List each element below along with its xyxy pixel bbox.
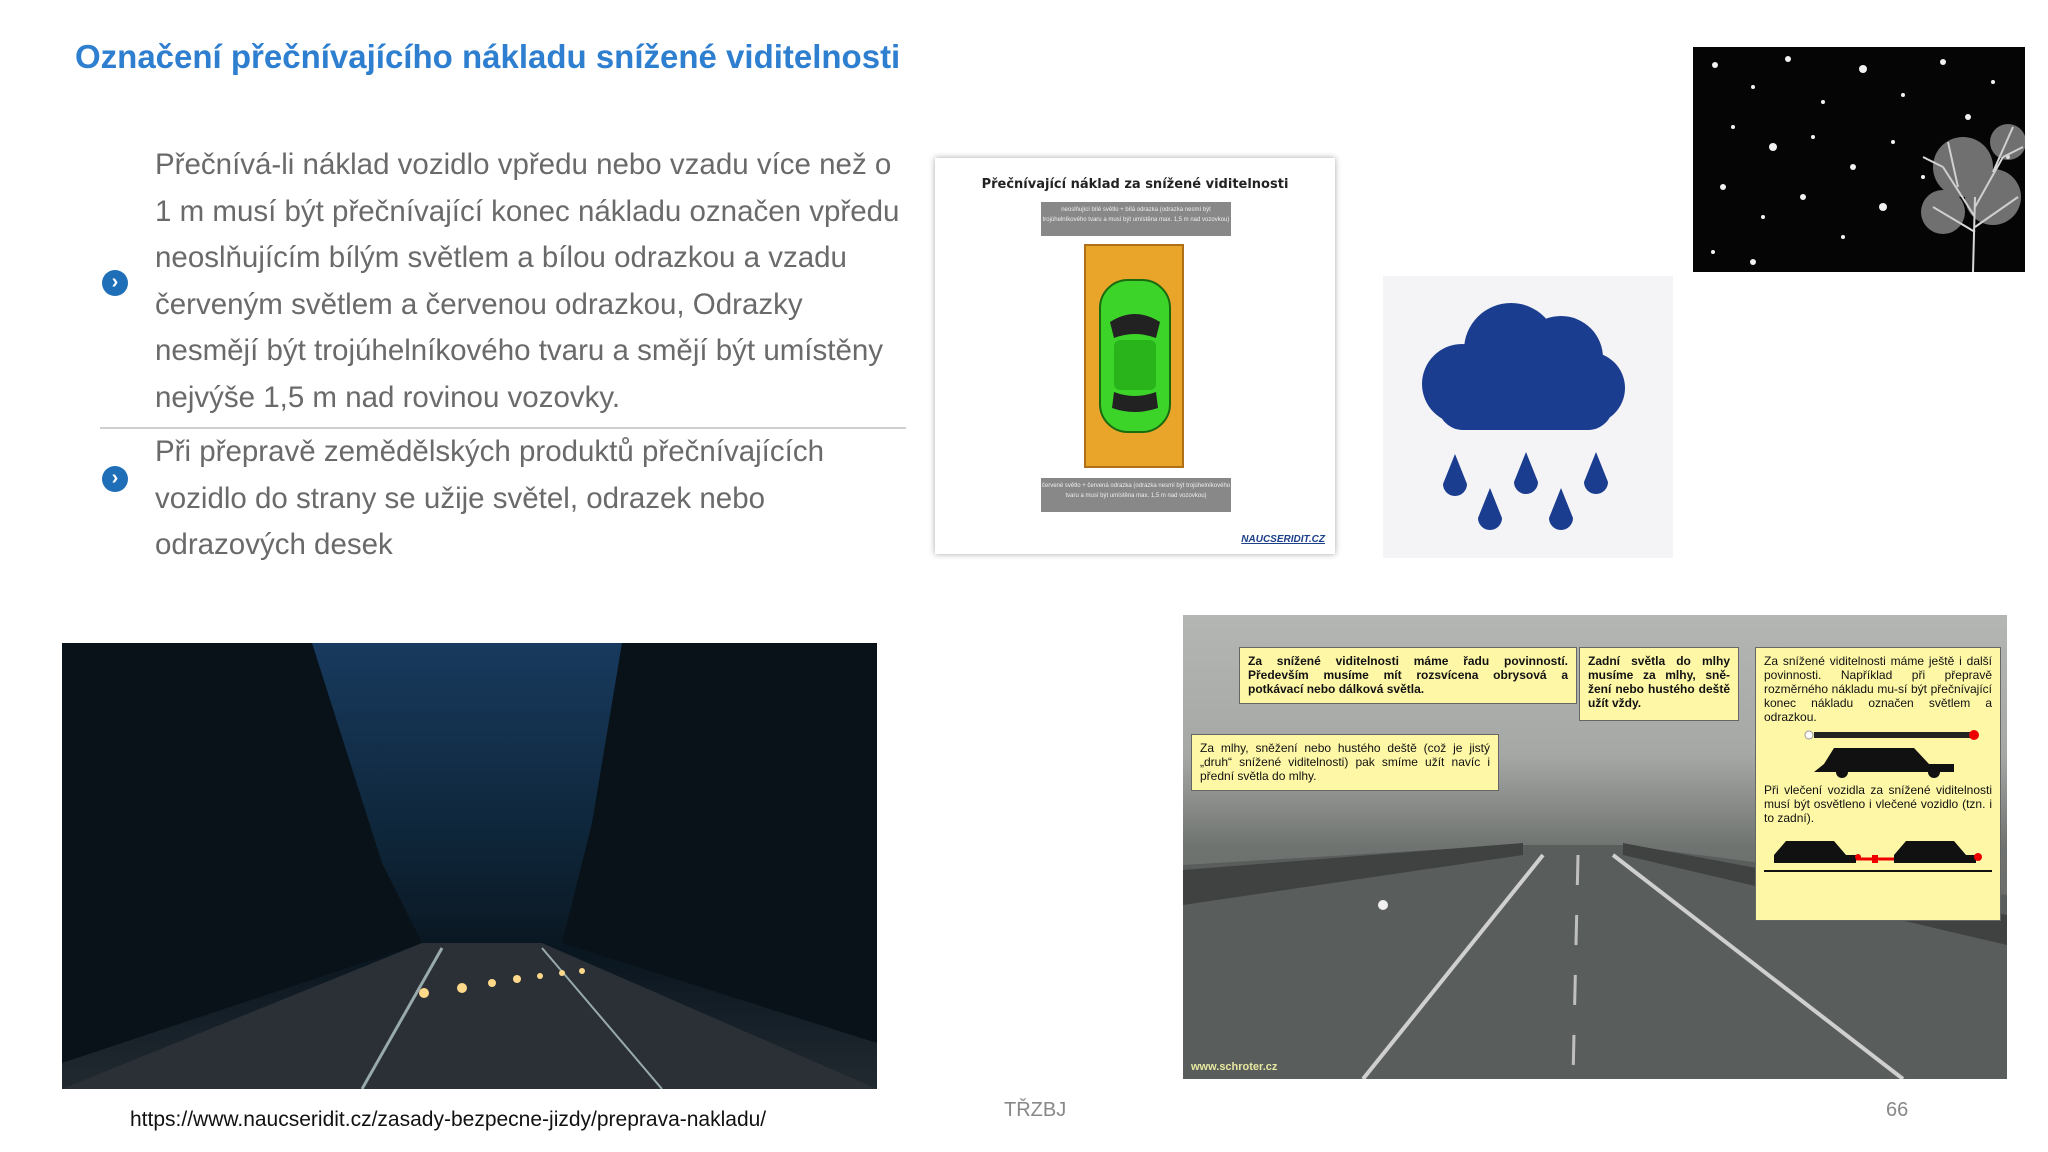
bullet-text: Při přepravě zemědělských produktů přečnívajících vozidlo do strany se užije světel, odrazek nebo odrazových desek [155,435,824,561]
night-road-photo [62,643,877,1089]
chevron-right-circle-icon: › [102,466,128,492]
front-marking-label: neoslňující bílé světlo + bílá odrazka (odrazka nesmí být trojúhelníkového tvaru a musí být umístěna max. 1,5 m nad vozovkou) [1041,202,1231,236]
rainy-highway-photo [1183,615,2007,1079]
slide-title: Označení přečnívajícího nákladu snížené viditelnosti [75,38,901,75]
bullet-list [96,142,906,569]
snowfall-photo [1693,47,2025,272]
rain-cloud-icon [1383,276,1673,558]
callout-front-fog: Za mlhy, sněžení nebo hustého deště (což je jistý „druh“ snížené viditelnosti) pak smíme užít navíc i přední světla do mlhy. [1191,734,1499,791]
diagram-logo: NAUCSERIDIT.CZ [1241,534,1325,545]
bullet-text: Přečnívá-li náklad vozidlo vpředu nebo vzadu více než o 1 m musí být přečnívající konec nákladu označen vpředu neoslňujícím bílým světlem a bílou odrazkou a vzadu červeným světlem a červenou odrazkou, Odrazky nesmějí být trojúhelníkového tvaru a smějí být umístěny nejvýše 1,5 m nad rovinou vozovky. [155,148,900,414]
car-load-icon [1764,724,1992,780]
overhanging-load-diagram [935,158,1335,554]
bullet-item [96,429,906,569]
callout-other-duties [1755,647,2001,921]
rear-marking-label: červené světlo + červená odrazka (odrazka nesmí být trojúhelníkového tvaru a musí být umístěna max. 1,5 m nad vozovkou) [1041,478,1231,512]
towing-icon [1764,825,1992,875]
callout-text-towing: Při vlečení vozidla za snížené viditelnosti musí být osvětleno i vlečené vozidlo (tzn. i to zadní). [1764,783,1992,825]
chevron-right-circle-icon: › [102,270,128,296]
callout-text-load: Za snížené viditelnosti máme ještě i další povinnosti. Například při přepravě rozměrného nákladu mu-sí být přečnívající konec nákladu označen světlem a odrazkou. [1764,654,1992,724]
dark-road-image [62,643,877,1089]
footer-label: TŘZBJ [1004,1099,1067,1121]
callout-rear-fog: Zadní světla do mlhy musíme za mlhy, sně-žení nebo hustého deště užít vždy. [1579,647,1739,721]
diagram-title: Přečnívající náklad za snížené viditelnosti [981,177,1289,192]
callout-lights: Za snížené viditelnosti máme řadu povinností. Především musíme mít rozsvícena obrysová a potkávací nebo dálková světla. [1239,647,1577,704]
page-number: 66 [1886,1099,1909,1121]
source-link[interactable]: https://www.naucseridit.cz/zasady-bezpecne-jizdy/preprava-nakladu/ [130,1108,767,1131]
image-source: www.schroter.cz [1191,1061,1278,1073]
snow-night-image [1693,47,2025,272]
car-top-view-icon [1096,276,1174,436]
bullet-item [96,142,906,421]
rain-cloud-tile [1383,276,1673,558]
